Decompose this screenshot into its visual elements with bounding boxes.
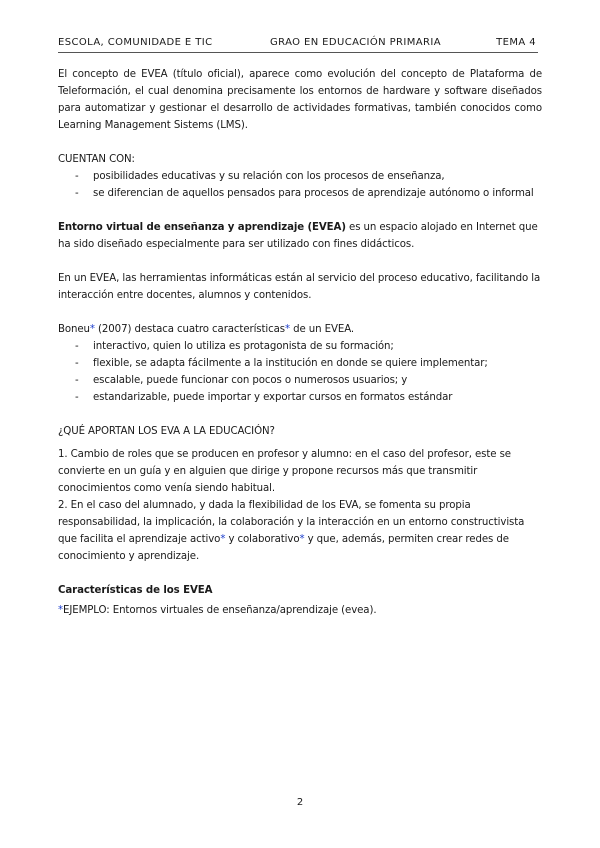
example-text: EJEMPLO: Entornos virtuales de enseñanza/aprendizaje (evea). xyxy=(63,605,377,616)
list-item: - escalable, puede funcionar con pocos o numerosos usuarios; y xyxy=(58,372,542,389)
evea-definition xyxy=(58,219,542,253)
footnote-star: * xyxy=(89,324,95,335)
caracteristicas-title: Características de los EVEA xyxy=(58,585,213,596)
list-item: - flexible, se adapta fácilmente a la institución en donde se quiere implementar; xyxy=(58,355,542,372)
footnote-star: * xyxy=(285,324,290,335)
aportan-point-2 xyxy=(58,497,542,565)
footnote-star: * xyxy=(220,534,226,545)
footnote-star: * xyxy=(299,534,305,545)
list-item: - se diferencian de aquellos pensados para procesos de aprendizaje autónomo o informal xyxy=(58,185,542,202)
page-body xyxy=(58,66,542,619)
aportan-point-2-text: 2. En el caso del alumnado, y dada la flexibilidad de los EVA, se fomenta su propia responsabilidad, la implicación, la colaboración y la interacción en un entorno constructivista que facilita el aprendizaje activo xyxy=(58,500,525,545)
boneu-intro xyxy=(58,321,542,338)
aportan-point-2-text-b: y colaborativo xyxy=(225,534,300,545)
boneu-list xyxy=(58,338,542,406)
aportan-point-1: 1. Cambio de roles que se producen en profesor y alumno: en el caso del profesor, este se convierte en un guía y en alguien que dirige y propone recursos más que transmitir conocimientos como venía siendo habitual. xyxy=(58,449,511,494)
aportan-point-2-text-c: y que, además, permiten crear redes de conocimiento y aprendizaje. xyxy=(58,534,509,562)
boneu-text: (2007) destaca cuatro características xyxy=(94,324,285,335)
tools-paragraph: En un EVEA, las herramientas informáticas están al servicio del proceso educativo, facilitando la interacción entre docentes, alumnos y contenidos. xyxy=(58,273,541,301)
evea-term: Entorno virtual de enseñanza y aprendizaje (EVEA) xyxy=(58,222,346,233)
evea-definition-text: es un espacio alojado en Internet que ha sido diseñado especialmente para ser utilizado con fines didácticos. xyxy=(58,222,538,250)
list-item: - posibilidades educativas y su relación con los procesos de enseñanza, xyxy=(58,168,542,185)
cuentan-list xyxy=(58,168,542,202)
list-item: - interactivo, quien lo utiliza es protagonista de su formación; xyxy=(58,338,542,355)
header-degree: GRAO EN EDUCACIÓN PRIMARIA xyxy=(270,37,441,48)
page-number: 2 xyxy=(296,797,304,808)
cuentan-heading: CUENTAN CON: xyxy=(58,154,135,165)
list-item: - estandarizable, puede importar y exportar cursos en formatos estándar xyxy=(58,389,542,406)
intro-paragraph: El concepto de EVEA (título oficial), aparece como evolución del concepto de Plataforma de Teleformación, el cual denomina precisamente los entornos de hardware y software diseñados para automatizar y gestionar el desarrollo de actividades formativas, también conocidos como Learning Management Sistems (LMS). xyxy=(58,69,542,131)
header-topic: TEMA 4 xyxy=(496,37,536,48)
page-header xyxy=(58,36,538,53)
boneu-name: Boneu xyxy=(58,324,90,335)
aportan-heading: ¿QUÉ APORTAN LOS EVA A LA EDUCACIÓN? xyxy=(58,426,275,437)
footnote-star: * xyxy=(58,605,63,616)
example-line xyxy=(58,602,542,619)
boneu-text-end: de un EVEA. xyxy=(290,324,355,335)
caracteristicas-heading xyxy=(58,582,542,599)
header-course: ESCOLA, COMUNIDADE E TIC xyxy=(58,37,213,48)
